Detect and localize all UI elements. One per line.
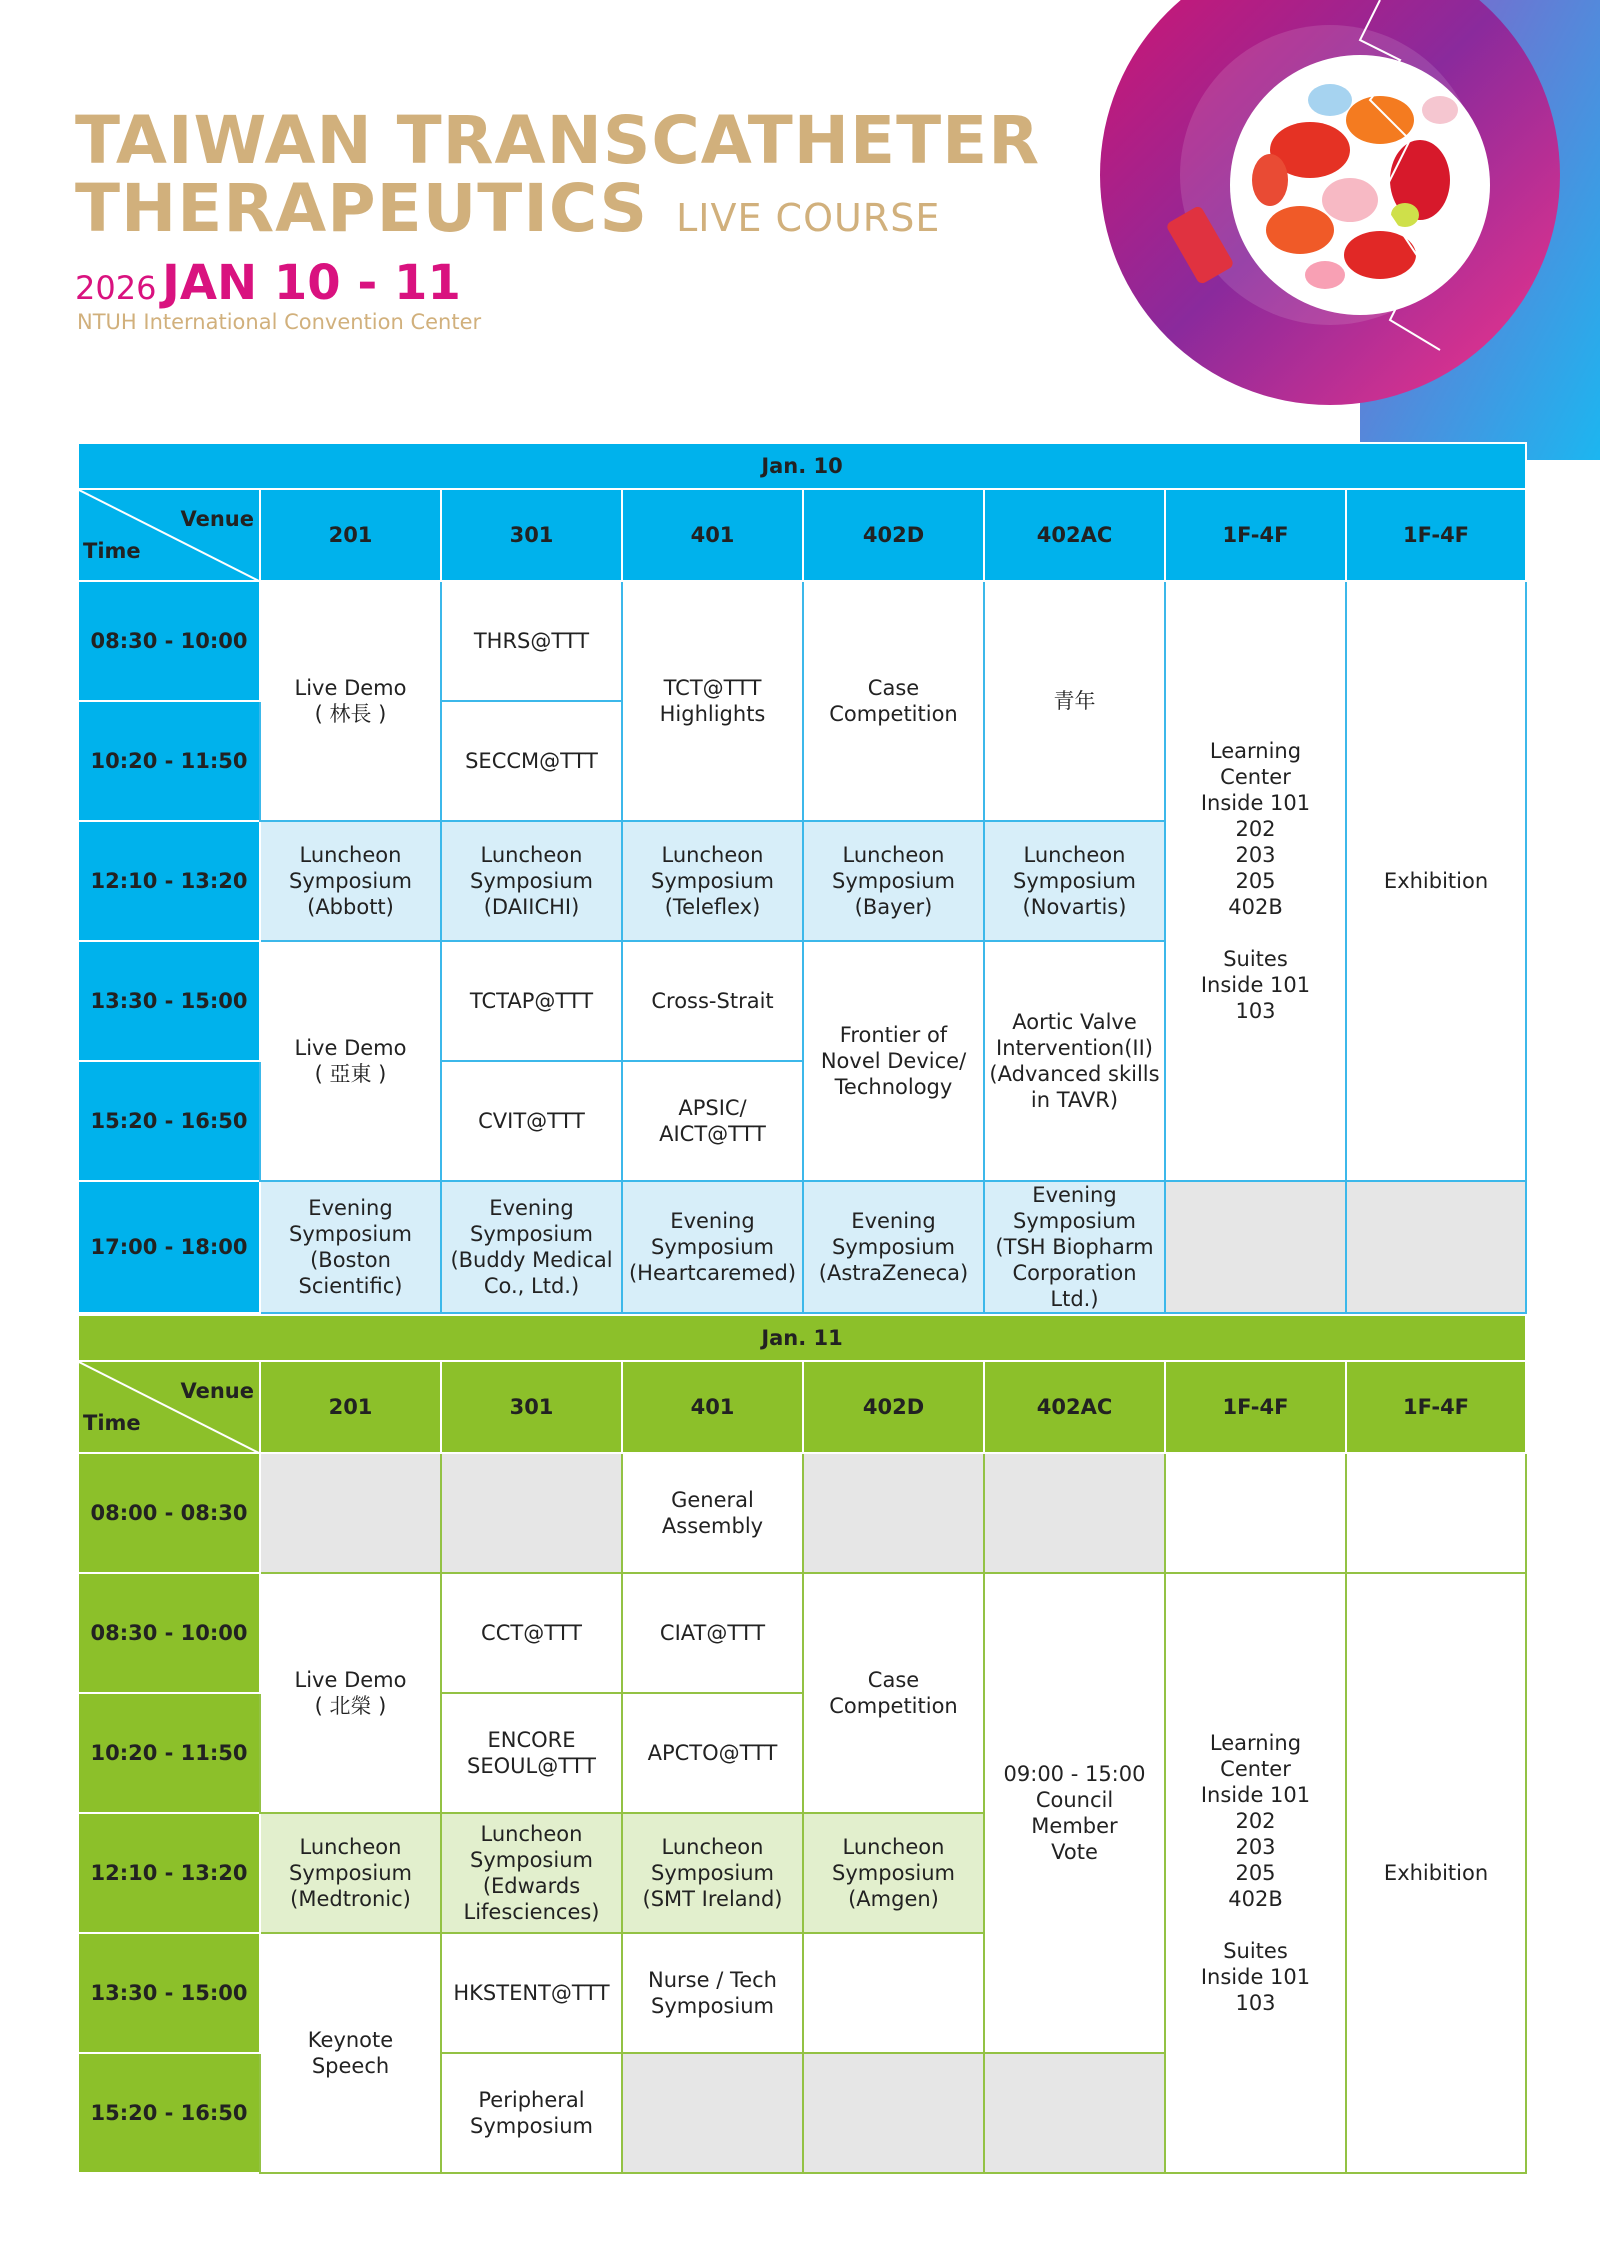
session-cct: CCT@TTT	[441, 1573, 622, 1693]
event-venue: NTUH International Convention Center	[77, 310, 482, 334]
empty-cell	[260, 1453, 441, 1573]
session-tctap: TCTAP@TTT	[441, 941, 622, 1061]
empty-cell	[803, 2053, 984, 2173]
time-slot: 08:30 - 10:00	[78, 1573, 260, 1693]
empty-cell	[984, 2053, 1165, 2173]
session-frontier: Frontier of Novel Device/ Technology	[803, 941, 984, 1181]
venue-header: 301	[441, 489, 622, 581]
session-aortic-valve: Aortic Valve Intervention(II) (Advanced skills in TAVR)	[984, 941, 1165, 1181]
time-slot: 08:30 - 10:00	[78, 581, 260, 701]
empty-cell	[622, 2053, 803, 2173]
time-slot: 13:30 - 15:00	[78, 941, 260, 1061]
empty-cell	[1346, 1181, 1526, 1313]
venue-header: 1F-4F	[1346, 1361, 1526, 1453]
event-date	[75, 255, 461, 311]
time-slot: 12:10 - 13:20	[78, 1813, 260, 1933]
session-case-competition: Case Competition	[803, 1573, 984, 1813]
venue-header: 1F-4F	[1346, 489, 1526, 581]
empty-cell	[984, 1453, 1165, 1573]
session-evening: Evening Symposium (Boston Scientific)	[260, 1181, 441, 1313]
day2-header: Jan. 11	[78, 1315, 1526, 1361]
venue-header: 402D	[803, 1361, 984, 1453]
session-ciat: CIAT@TTT	[622, 1573, 803, 1693]
time-slot: 10:20 - 11:50	[78, 1693, 260, 1813]
time-slot: 13:30 - 15:00	[78, 1933, 260, 2053]
empty-cell	[1346, 1453, 1526, 1573]
venue-header: 402AC	[984, 489, 1165, 581]
venue-header: 402AC	[984, 1361, 1165, 1453]
venue-header: 401	[622, 489, 803, 581]
session-tct: TCT@TTT Highlights	[622, 581, 803, 821]
empty-cell	[803, 1453, 984, 1573]
session-luncheon: Luncheon Symposium (Bayer)	[803, 821, 984, 941]
session-live-demo: Live Demo ( 北榮 )	[260, 1573, 441, 1813]
session-cvit: CVIT@TTT	[441, 1061, 622, 1181]
empty-cell	[803, 1933, 984, 2053]
day1-header: Jan. 10	[78, 443, 1526, 489]
empty-cell	[1165, 1453, 1346, 1573]
day1-schedule-table	[77, 442, 1527, 1314]
diagonal-line-icon	[79, 1362, 261, 1454]
session-thrs: THRS@TTT	[441, 581, 622, 701]
venue-header: 201	[260, 1361, 441, 1453]
session-case-competition: Case Competition	[803, 581, 984, 821]
day2-schedule-table	[77, 1314, 1527, 2174]
title-line-1: TAIWAN TRANSCATHETER	[75, 102, 1041, 179]
session-evening: Evening Symposium (AstraZeneca)	[803, 1181, 984, 1313]
session-exhibition: Exhibition	[1346, 581, 1526, 1181]
title-line-2	[75, 170, 941, 247]
session-evening: Evening Symposium (Buddy Medical Co., Ltd.)	[441, 1181, 622, 1313]
session-learning-center: Learning Center Inside 101 202 203 205 402B Suites Inside 101 103	[1165, 1573, 1346, 2173]
session-general-assembly: General Assembly	[622, 1453, 803, 1573]
session-peripheral: Peripheral Symposium	[441, 2053, 622, 2173]
session-apsic: APSIC/ AICT@TTT	[622, 1061, 803, 1181]
venue-header: 401	[622, 1361, 803, 1453]
session-luncheon: Luncheon Symposium (SMT Ireland)	[622, 1813, 803, 1933]
time-slot: 12:10 - 13:20	[78, 821, 260, 941]
event-year: 2026	[75, 269, 157, 307]
corner-header	[78, 1361, 260, 1453]
session-keynote: Keynote Speech	[260, 1933, 441, 2173]
session-seccm: SECCM@TTT	[441, 701, 622, 821]
session-luncheon: Luncheon Symposium (Amgen)	[803, 1813, 984, 1933]
session-luncheon: Luncheon Symposium (DAIICHI)	[441, 821, 622, 941]
session-exhibition: Exhibition	[1346, 1573, 1526, 2173]
title-therapeutics: THERAPEUTICS	[75, 170, 649, 247]
session-nurse-tech: Nurse / Tech Symposium	[622, 1933, 803, 2053]
corner-time: Time	[83, 1411, 141, 1435]
heart-art-icon	[1060, 0, 1600, 460]
session-evening: Evening Symposium (Heartcaremed)	[622, 1181, 803, 1313]
session-luncheon: Luncheon Symposium (Abbott)	[260, 821, 441, 941]
time-slot: 10:20 - 11:50	[78, 701, 260, 821]
diagonal-line-icon	[79, 490, 261, 582]
corner-venue: Venue	[180, 1379, 254, 1403]
time-slot: 17:00 - 18:00	[78, 1181, 260, 1313]
session-youth: 青年	[984, 581, 1165, 821]
session-live-demo: Live Demo ( 林長 )	[260, 581, 441, 821]
session-luncheon: Luncheon Symposium (Medtronic)	[260, 1813, 441, 1933]
session-council-vote: 09:00 - 15:00 Council Member Vote	[984, 1573, 1165, 2053]
session-cross-strait: Cross-Strait	[622, 941, 803, 1061]
session-hkstent: HKSTENT@TTT	[441, 1933, 622, 2053]
session-apcto: APCTO@TTT	[622, 1693, 803, 1813]
venue-header: 301	[441, 1361, 622, 1453]
event-days: JAN 10 - 11	[162, 255, 461, 311]
time-slot: 15:20 - 16:50	[78, 2053, 260, 2173]
session-live-demo: Live Demo ( 亞東 )	[260, 941, 441, 1181]
empty-cell	[1165, 1181, 1346, 1313]
session-luncheon: Luncheon Symposium (Teleflex)	[622, 821, 803, 941]
corner-time: Time	[83, 539, 141, 563]
session-luncheon: Luncheon Symposium (Edwards Lifesciences)	[441, 1813, 622, 1933]
time-slot: 15:20 - 16:50	[78, 1061, 260, 1181]
empty-cell	[441, 1453, 622, 1573]
session-evening: Evening Symposium (TSH Biopharm Corporation Ltd.)	[984, 1181, 1165, 1313]
venue-header: 1F-4F	[1165, 489, 1346, 581]
venue-header: 1F-4F	[1165, 1361, 1346, 1453]
venue-header: 201	[260, 489, 441, 581]
venue-header: 402D	[803, 489, 984, 581]
time-slot: 08:00 - 08:30	[78, 1453, 260, 1573]
corner-venue: Venue	[180, 507, 254, 531]
corner-header	[78, 489, 260, 581]
live-course-label: LIVE COURSE	[676, 196, 941, 240]
session-luncheon: Luncheon Symposium (Novartis)	[984, 821, 1165, 941]
session-learning-center: Learning Center Inside 101 202 203 205 402B Suites Inside 101 103	[1165, 581, 1346, 1181]
session-encore-seoul: ENCORE SEOUL@TTT	[441, 1693, 622, 1813]
